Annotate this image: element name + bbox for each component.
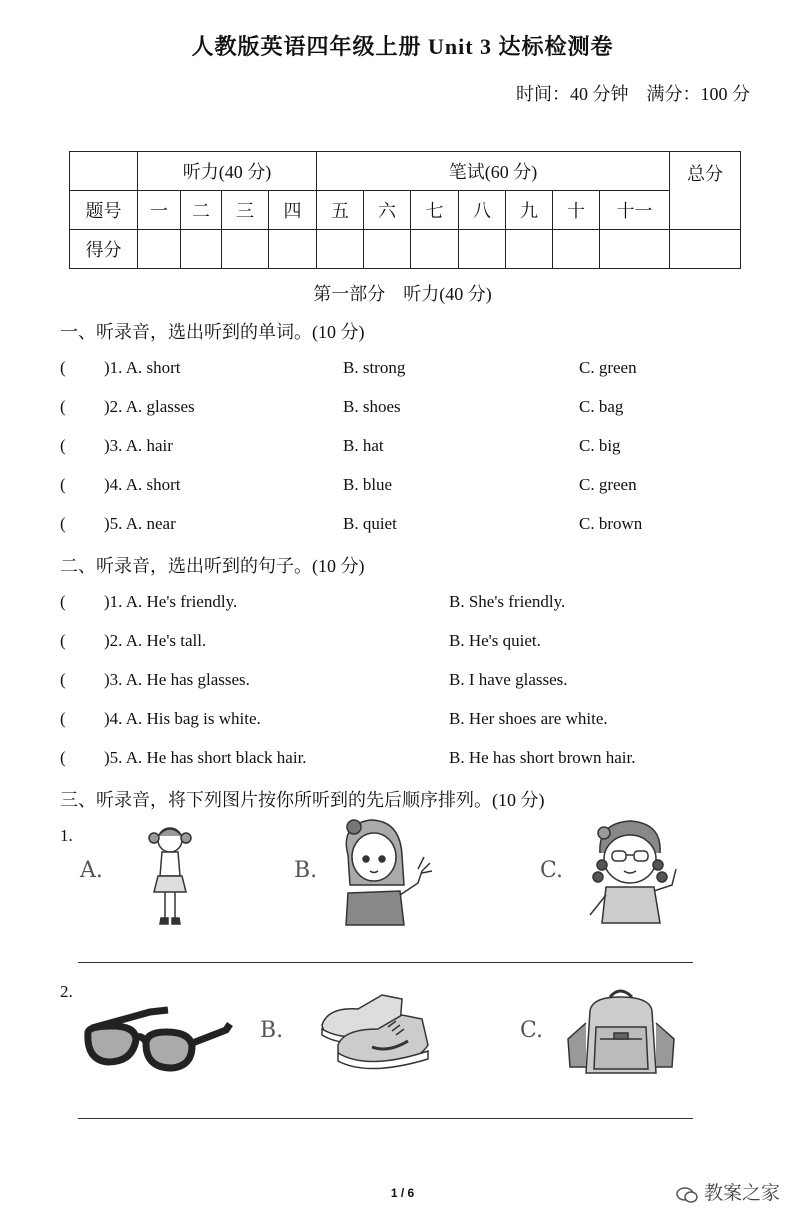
- answer-blank[interactable]: (: [60, 397, 66, 416]
- col-9: 九: [506, 191, 553, 230]
- answer-blank[interactable]: (: [60, 709, 66, 728]
- girl-waving-illustration: [330, 815, 435, 927]
- answer-blank[interactable]: (: [60, 670, 66, 689]
- page-title: 人教版英语四年级上册 Unit 3 达标检测卷: [191, 34, 614, 59]
- option-a: )1. A. He's friendly.: [104, 592, 238, 611]
- option-a: )2. A. He's tall.: [104, 631, 207, 650]
- option-a: )2. A. glasses: [104, 397, 195, 416]
- answer-blank[interactable]: (: [60, 592, 66, 611]
- section-3-heading: 三、听录音，将下列图片按你所听到的先后顺序排列。(10 分): [60, 790, 545, 810]
- score-cell[interactable]: [317, 230, 364, 269]
- total-header: 总分: [670, 152, 741, 230]
- option-b: B. blue: [343, 475, 393, 494]
- score-cell[interactable]: [459, 230, 506, 269]
- wechat-icon: [676, 1186, 698, 1202]
- score-cell[interactable]: [600, 230, 670, 269]
- glasses-illustration: [80, 1002, 235, 1077]
- picture-label-b: B.: [260, 1018, 284, 1043]
- score-cell[interactable]: [269, 230, 317, 269]
- score-cell[interactable]: [181, 230, 222, 269]
- watermark-text: 教案之家: [703, 1182, 780, 1204]
- page-number: 1 / 6: [390, 1186, 415, 1200]
- option-b: B. Her shoes are white.: [449, 709, 608, 728]
- answer-line: [78, 1118, 693, 1119]
- option-b: B. hat: [343, 436, 384, 455]
- listening-header: 听力(40 分): [138, 152, 317, 191]
- answer-blank[interactable]: (: [60, 358, 66, 377]
- col-11: 十一: [600, 191, 670, 230]
- score-cell[interactable]: [222, 230, 269, 269]
- score-table: [69, 151, 741, 269]
- total-score-cell[interactable]: [670, 230, 741, 269]
- col-1: 一: [138, 191, 181, 230]
- col-5: 五: [317, 191, 364, 230]
- section-1-heading: 一、听录音，选出听到的单词。(10 分): [60, 322, 365, 342]
- picture-label-b: B.: [294, 858, 318, 883]
- girl-glasses-illustration: [582, 815, 692, 930]
- option-a: )5. A. near: [104, 514, 176, 533]
- col-8: 八: [459, 191, 506, 230]
- answer-blank[interactable]: (: [60, 475, 66, 494]
- number-row-label: 题号: [70, 191, 138, 230]
- option-b: B. I have glasses.: [449, 670, 568, 689]
- answer-blank[interactable]: (: [60, 748, 66, 767]
- picture-label-a: A.: [80, 858, 103, 883]
- option-c: C. big: [579, 436, 621, 455]
- watermark: [676, 1178, 780, 1205]
- part-one-heading: 第一部分 听力(40 分): [313, 284, 492, 304]
- section-2-heading: 二、听录音，选出听到的句子。(10 分): [60, 556, 365, 576]
- answer-blank[interactable]: (: [60, 436, 66, 455]
- option-c: C. bag: [579, 397, 624, 416]
- col-3: 三: [222, 191, 269, 230]
- col-7: 七: [411, 191, 459, 230]
- option-c: C. brown: [579, 514, 643, 533]
- option-a: )4. A. His bag is white.: [104, 709, 261, 728]
- score-cell[interactable]: [411, 230, 459, 269]
- picture-label-c: C.: [540, 858, 564, 883]
- option-a: )5. A. He has short black hair.: [104, 748, 307, 767]
- option-a: )4. A. short: [104, 475, 181, 494]
- option-a: )1. A. short: [104, 358, 181, 377]
- option-b: B. She's friendly.: [449, 592, 566, 611]
- option-c: C. green: [579, 358, 637, 377]
- question-number: 2.: [60, 982, 73, 1001]
- option-a: )3. A. He has glasses.: [104, 670, 250, 689]
- score-cell[interactable]: [364, 230, 411, 269]
- col-2: 二: [181, 191, 222, 230]
- answer-blank[interactable]: (: [60, 514, 66, 533]
- option-c: C. green: [579, 475, 637, 494]
- picture-label-c: C.: [520, 1018, 544, 1043]
- answer-line: [78, 962, 693, 963]
- score-row-label: 得分: [70, 230, 138, 269]
- col-4: 四: [269, 191, 317, 230]
- option-b: B. quiet: [343, 514, 397, 533]
- option-b: B. He has short brown hair.: [449, 748, 636, 767]
- option-a: )3. A. hair: [104, 436, 173, 455]
- col-10: 十: [553, 191, 600, 230]
- sneakers-illustration: [318, 985, 436, 1075]
- score-cell[interactable]: [553, 230, 600, 269]
- writing-header: 笔试(60 分): [317, 152, 670, 191]
- answer-blank[interactable]: (: [60, 631, 66, 650]
- option-b: B. shoes: [343, 397, 401, 416]
- time-score-info: 时间：40 分钟 满分：100 分: [516, 84, 750, 104]
- option-b: B. He's quiet.: [449, 631, 541, 650]
- backpack-illustration: [560, 983, 685, 1083]
- question-number: 1.: [60, 826, 73, 845]
- option-b: B. strong: [343, 358, 406, 377]
- score-cell[interactable]: [138, 230, 181, 269]
- col-6: 六: [364, 191, 411, 230]
- score-cell[interactable]: [506, 230, 553, 269]
- girl-pigtails-illustration: [140, 818, 200, 930]
